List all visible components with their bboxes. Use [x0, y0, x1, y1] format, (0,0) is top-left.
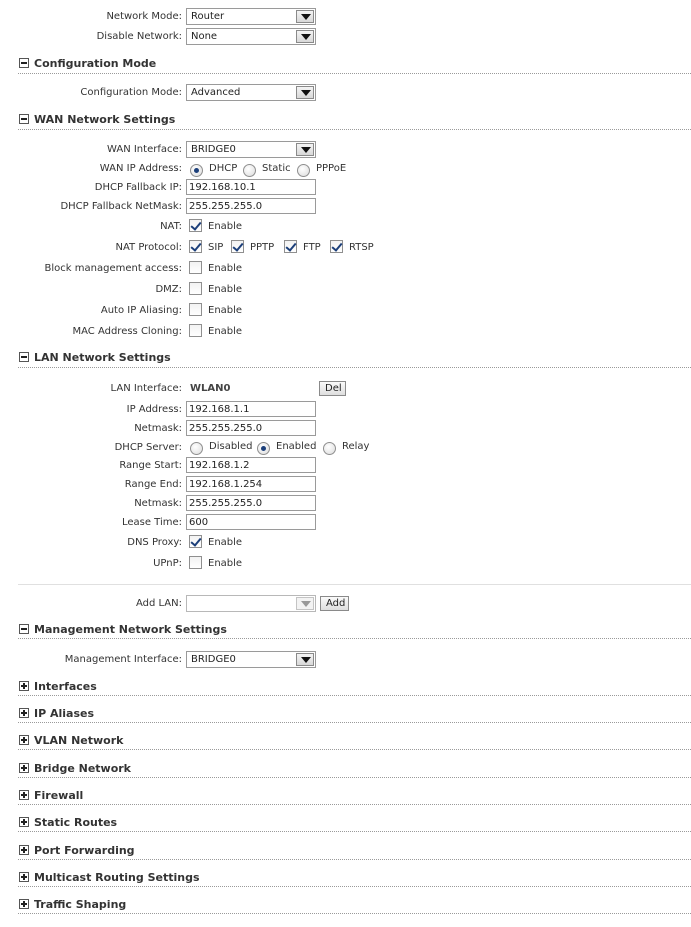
nat-enable-checkbox[interactable]: [189, 219, 202, 232]
add-lan-label: Add LAN:: [135, 598, 182, 609]
section-divider: [18, 804, 691, 805]
section-divider: [18, 777, 691, 778]
lan-interface-label: LAN Interface:: [110, 383, 182, 394]
management-interface-value: BRIDGE0: [191, 654, 236, 665]
section-divider: [18, 722, 691, 723]
wan-ip-static-radio[interactable]: [243, 164, 256, 177]
expand-icon[interactable]: [19, 681, 29, 691]
mac-cloning-checkbox[interactable]: [189, 324, 202, 337]
disable-network-select[interactable]: [186, 28, 316, 45]
expand-icon[interactable]: [19, 735, 29, 745]
nat-sip-checkbox[interactable]: [189, 240, 202, 253]
disable-network-label: Disable Network:: [96, 31, 182, 42]
collapse-icon[interactable]: [19, 624, 29, 634]
chevron-down-icon: [296, 86, 314, 99]
section-title-configuration-mode[interactable]: Configuration Mode: [34, 57, 157, 70]
mac-cloning-enable-label: Enable: [208, 326, 243, 337]
expand-icon[interactable]: [19, 899, 29, 909]
section-divider: [18, 129, 691, 130]
lan-ip-address-label: IP Address:: [126, 404, 182, 415]
dhcp-server-label: DHCP Server:: [114, 442, 182, 453]
upnp-enable-label: Enable: [208, 558, 243, 569]
dmz-label: DMZ:: [155, 284, 182, 295]
block-management-label: Block management access:: [44, 263, 182, 274]
lan-separator: [18, 584, 691, 585]
management-interface-select[interactable]: [186, 651, 316, 668]
collapse-icon[interactable]: [19, 58, 29, 68]
chevron-down-icon: [296, 597, 314, 610]
nat-pptp-label: PPTP: [250, 242, 275, 253]
dhcp-fallback-netmask-label: DHCP Fallback NetMask:: [60, 201, 182, 212]
dhcp-disabled-label: Disabled: [209, 441, 253, 452]
block-management-enable-label: Enable: [208, 263, 243, 274]
dhcp-enabled-radio[interactable]: [257, 442, 270, 455]
disable-network-value: None: [191, 31, 218, 42]
expand-icon[interactable]: [19, 763, 29, 773]
range-start-input[interactable]: [186, 457, 316, 473]
dhcp-fallback-ip-label: DHCP Fallback IP:: [94, 182, 182, 193]
nat-enable-label: Enable: [208, 221, 243, 232]
section-title-interfaces[interactable]: Interfaces: [34, 680, 97, 693]
add-lan-select[interactable]: [186, 595, 316, 612]
lease-time-label: Lease Time:: [121, 517, 182, 528]
range-start-label: Range Start:: [119, 460, 182, 471]
del-button[interactable]: Del: [319, 381, 346, 396]
section-title-lan[interactable]: LAN Network Settings: [34, 351, 171, 364]
lan-ip-address-input[interactable]: [186, 401, 316, 417]
section-divider: [18, 859, 691, 860]
collapse-icon[interactable]: [19, 114, 29, 124]
wan-ip-static-label: Static: [262, 163, 291, 174]
dmz-checkbox[interactable]: [189, 282, 202, 295]
dns-proxy-enable-label: Enable: [208, 537, 243, 548]
expand-icon[interactable]: [19, 872, 29, 882]
section-title-wan[interactable]: WAN Network Settings: [34, 113, 176, 126]
dhcp-netmask-label: Netmask:: [134, 498, 182, 509]
configuration-mode-value: Advanced: [191, 87, 241, 98]
lan-interface-value: WLAN0: [190, 383, 231, 394]
mac-cloning-label: MAC Address Cloning:: [72, 326, 182, 337]
collapse-icon[interactable]: [19, 352, 29, 362]
section-divider: [18, 367, 691, 368]
management-interface-label: Management Interface:: [64, 654, 182, 665]
nat-rtsp-checkbox[interactable]: [330, 240, 343, 253]
lease-time-input[interactable]: [186, 514, 316, 530]
section-divider: [18, 695, 691, 696]
auto-ip-aliasing-enable-label: Enable: [208, 305, 243, 316]
wan-ip-pppoe-radio[interactable]: [297, 164, 310, 177]
network-mode-select[interactable]: [186, 8, 316, 25]
lan-netmask-input[interactable]: [186, 420, 316, 436]
dhcp-relay-label: Relay: [342, 441, 370, 452]
section-title-vlan-network[interactable]: VLAN Network: [34, 734, 124, 747]
wan-ip-dhcp-radio[interactable]: [190, 164, 203, 177]
section-divider: [18, 831, 691, 832]
expand-icon[interactable]: [19, 708, 29, 718]
chevron-down-icon: [296, 653, 314, 666]
configuration-mode-label: Configuration Mode:: [80, 87, 182, 98]
wan-interface-label: WAN Interface:: [107, 144, 182, 155]
auto-ip-aliasing-checkbox[interactable]: [189, 303, 202, 316]
nat-label: NAT:: [160, 221, 182, 232]
nat-ftp-label: FTP: [303, 242, 321, 253]
section-divider: [18, 73, 691, 74]
nat-pptp-checkbox[interactable]: [231, 240, 244, 253]
dns-proxy-checkbox[interactable]: [189, 535, 202, 548]
network-mode-label: Network Mode:: [106, 11, 182, 22]
dhcp-enabled-label: Enabled: [276, 441, 317, 452]
section-divider: [18, 638, 691, 639]
wan-ip-address-label: WAN IP Address:: [99, 163, 182, 174]
dns-proxy-label: DNS Proxy:: [127, 537, 182, 548]
lan-netmask-label: Netmask:: [134, 423, 182, 434]
wan-ip-pppoe-label: PPPoE: [316, 163, 347, 174]
wan-interface-value: BRIDGE0: [191, 144, 236, 155]
dmz-enable-label: Enable: [208, 284, 243, 295]
section-divider: [18, 886, 691, 887]
section-title-static-routes[interactable]: Static Routes: [34, 816, 118, 829]
dhcp-relay-radio[interactable]: [323, 442, 336, 455]
dhcp-fallback-netmask-input[interactable]: [186, 198, 316, 214]
expand-icon[interactable]: [19, 790, 29, 800]
block-management-checkbox[interactable]: [189, 261, 202, 274]
section-divider: [18, 913, 691, 914]
dhcp-disabled-radio[interactable]: [190, 442, 203, 455]
upnp-label: UPnP:: [153, 558, 182, 569]
upnp-checkbox[interactable]: [189, 556, 202, 569]
configuration-mode-select[interactable]: [186, 84, 316, 101]
chevron-down-icon: [296, 30, 314, 43]
expand-icon[interactable]: [19, 817, 29, 827]
section-divider: [18, 749, 691, 750]
nat-ftp-checkbox[interactable]: [284, 240, 297, 253]
section-title-port-forwarding[interactable]: Port Forwarding: [34, 844, 135, 857]
nat-sip-label: SIP: [208, 242, 224, 253]
nat-rtsp-label: RTSP: [349, 242, 374, 253]
chevron-down-icon: [296, 143, 314, 156]
network-mode-value: Router: [191, 11, 225, 22]
section-title-multicast-routing[interactable]: Multicast Routing Settings: [34, 871, 200, 884]
chevron-down-icon: [296, 10, 314, 23]
section-title-management[interactable]: Management Network Settings: [34, 623, 227, 636]
add-lan-button[interactable]: Add: [320, 596, 349, 611]
dhcp-netmask-input[interactable]: [186, 495, 316, 511]
expand-icon[interactable]: [19, 845, 29, 855]
range-end-label: Range End:: [124, 479, 182, 490]
wan-interface-select[interactable]: [186, 141, 316, 158]
range-end-input[interactable]: [186, 476, 316, 492]
dhcp-fallback-ip-input[interactable]: [186, 179, 316, 195]
section-title-bridge-network[interactable]: Bridge Network: [34, 762, 132, 775]
nat-protocol-label: NAT Protocol:: [115, 242, 182, 253]
section-title-traffic-shaping[interactable]: Traffic Shaping: [34, 898, 127, 911]
auto-ip-aliasing-label: Auto IP Aliasing:: [100, 305, 182, 316]
wan-ip-dhcp-label: DHCP: [209, 163, 238, 174]
section-title-ip-aliases[interactable]: IP Aliases: [34, 707, 95, 720]
section-title-firewall[interactable]: Firewall: [34, 789, 84, 802]
